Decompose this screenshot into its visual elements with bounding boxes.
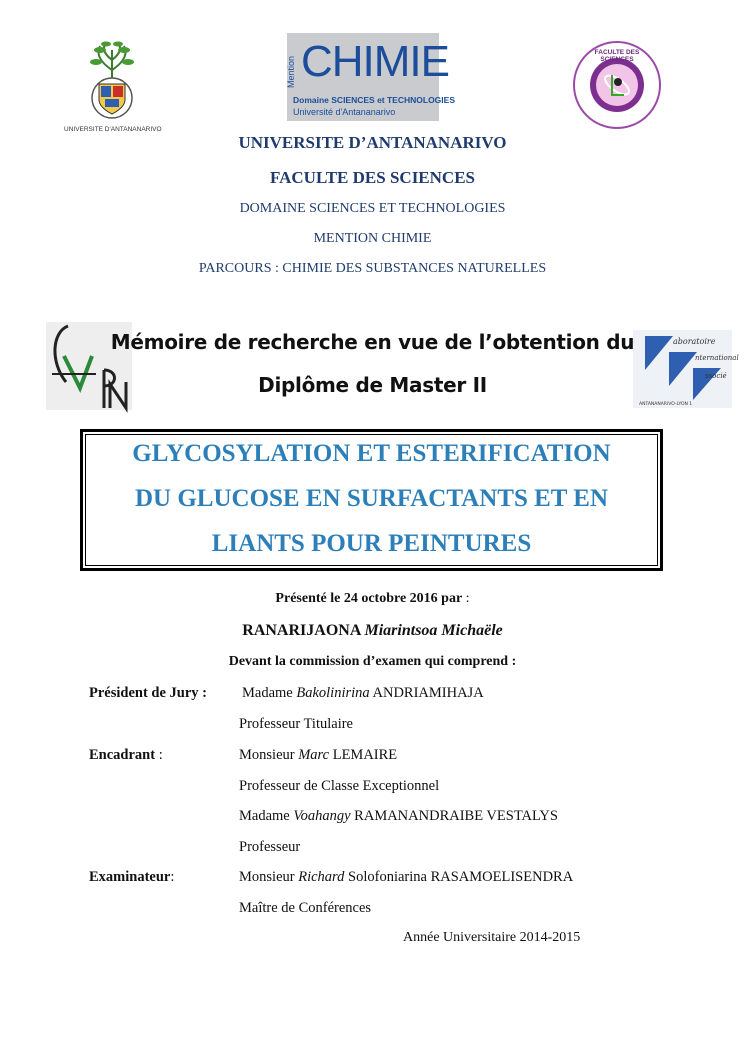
- mention-chimie-logo: [286, 33, 455, 121]
- presented-colon: :: [462, 591, 470, 606]
- president-name: [242, 685, 484, 702]
- svg-text:ANTANANARIVO-LYON 1: ANTANANARIVO-LYON 1: [639, 402, 693, 407]
- president-prefix: Madame: [242, 685, 297, 701]
- enc1-last: LEMAIRE: [329, 747, 398, 763]
- encadrant1-name: [239, 747, 397, 764]
- encadrant-colon: :: [155, 747, 163, 763]
- faculty-seal-logo: [572, 40, 662, 130]
- presented-date-text: Présenté le 24 octobre 2016 par: [275, 591, 463, 606]
- parcours-name: PARCOURS : CHIMIE DES SUBSTANCES NATURELLES: [198, 261, 547, 276]
- thesis-title-line1: GLYCOSYLATION ET ESTERIFICATION: [132, 440, 611, 467]
- author-last-name: RANARIJAONA: [242, 622, 361, 639]
- university-logo-caption: UNIVERSITE D'ANTANANARIVO: [64, 126, 162, 133]
- chimie-sub1: Domaine SCIENCES et TECHNOLOGIES: [293, 95, 455, 105]
- thesis-title-line3: LIANTS POUR PEINTURES: [211, 530, 532, 557]
- encadrant1-title: Professeur de Classe Exceptionnel: [239, 778, 440, 794]
- thesis-title-line2: DU GLUCOSE EN SURFACTANTS ET EN: [134, 485, 608, 512]
- presented-date: [0, 591, 745, 607]
- mention-side-label: Mention: [286, 55, 297, 89]
- academic-year: Année Universitaire 2014-2015: [403, 930, 581, 945]
- university-name: UNIVERSITE D’ANTANANARIVO: [238, 133, 507, 152]
- enc2-first: Voahangy: [293, 808, 351, 824]
- examinateur-name: [239, 869, 573, 886]
- president-first: Bakolinirina: [296, 685, 370, 701]
- encadrant-role: [89, 747, 163, 764]
- enc1-first: Marc: [298, 747, 330, 763]
- chimie-wordmark: CHIMIE: [301, 37, 449, 86]
- faculty-name: FACULTE DES SCIENCES: [269, 168, 475, 187]
- svg-text:nternational: nternational: [695, 354, 739, 362]
- domain-name: DOMAINE SCIENCES ET TECHNOLOGIES: [239, 201, 506, 216]
- president-role: Président de Jury :: [89, 685, 207, 701]
- enc1-prefix: Monsieur: [239, 747, 299, 763]
- exam-first: Richard: [298, 869, 345, 885]
- author-first-name: Miarintsoa Michaële: [364, 622, 503, 639]
- memoire-heading-line1: Mémoire de recherche en vue de l’obtention du: [110, 330, 635, 354]
- mention-name: MENTION CHIMIE: [313, 231, 432, 246]
- enc2-last: RAMANANDRAIBE VESTALYS: [350, 808, 558, 824]
- examinateur-colon: :: [170, 869, 175, 885]
- memoire-heading-line2: Diplôme de Master II: [258, 373, 487, 397]
- encadrant-label: Encadrant: [89, 747, 156, 763]
- examinateur-role: [89, 869, 174, 886]
- svg-text:ssocié: ssocié: [705, 372, 727, 380]
- faculty-seal-text: FACULTE DES SCIENCES: [594, 49, 640, 63]
- encadrant2-title: Professeur: [239, 839, 301, 855]
- svg-text:aboratoire: aboratoire: [673, 337, 716, 346]
- thesis-title-box: [80, 429, 663, 571]
- chimie-sub2: Université d'Antananarivo: [293, 107, 396, 117]
- president-title: Professeur Titulaire: [239, 716, 353, 732]
- author-name: [0, 622, 745, 640]
- president-last: ANDRIAMIHAJA: [369, 685, 484, 701]
- commission-heading: Devant la commission d’examen qui comprend :: [228, 654, 517, 669]
- examinateur-title: Maître de Conférences: [239, 900, 372, 916]
- university-logo: [64, 40, 162, 136]
- exam-last: Solofoniarina RASAMOELISENDRA: [344, 869, 574, 885]
- encadrant2-name: [239, 808, 558, 825]
- enc2-prefix: Madame: [239, 808, 294, 824]
- exam-prefix: Monsieur: [239, 869, 299, 885]
- examinateur-label: Examinateur: [89, 869, 171, 885]
